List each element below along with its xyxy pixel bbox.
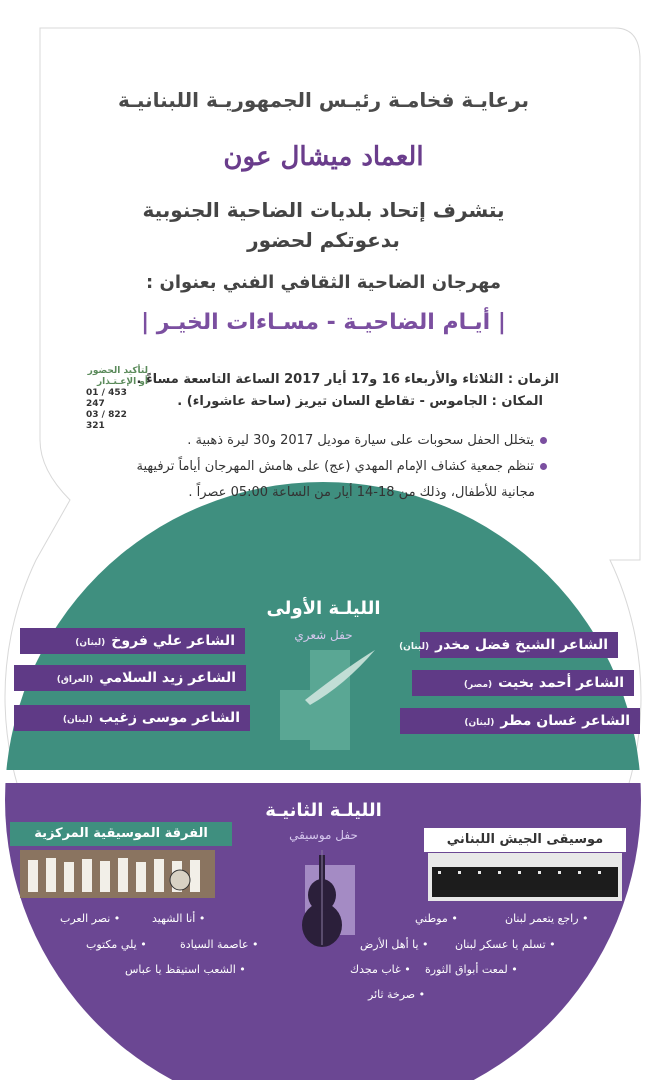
band-right-photo (428, 853, 622, 901)
rsvp-label-2: أو الإعـتـذار (96, 377, 148, 387)
president-name: العماد ميشال عون (223, 142, 424, 172)
song-item: • لمعت أبواق الثورة (425, 963, 518, 976)
poet-left-3: الشاعر موسى زغيب(لبنان) (14, 705, 250, 731)
poet-right-1: الشاعر الشيخ فضل مخدر(لبنان) (420, 632, 618, 658)
poet-left-1: الشاعر علي فروخ(لبنان) (20, 628, 245, 654)
song-item: • نصر العرب (60, 912, 120, 925)
bullet-item (137, 454, 547, 480)
bullet-dot-icon (540, 437, 547, 444)
band-left-label: الفرقة الموسيقية المركزية (10, 822, 232, 846)
song-item: • الشعب استيقظ يا عباس (125, 963, 246, 976)
poet-right-2: الشاعر أحمد بخيت(مصر) (412, 670, 634, 696)
rsvp-box (86, 366, 148, 432)
poet-left-2: الشاعر زيد السلامي(العراق) (14, 665, 246, 691)
bullet-text: مجانية للأطفال، وذلك من 18-14 أيار من الساعة 05:00 عصراً . (188, 485, 535, 500)
festival-theme: | أيـام الضاحيـة - مسـاءات الخيـر | (141, 310, 506, 335)
band-right-label: موسيقى الجيش اللبناني (424, 828, 626, 852)
song-item: • راجع يتعمر لبنان (505, 912, 589, 925)
song-item: • موطني (415, 912, 458, 925)
night2-subtitle: حفل موسيقي (289, 828, 358, 842)
song-item: • غاب مجدك (350, 963, 411, 976)
night2-title: الليلـة الثانيـة (265, 800, 382, 821)
rsvp-phone-1: 01 / 453 247 (86, 388, 127, 409)
night1-title: الليلـة الأولى (266, 598, 381, 619)
bullet-text: يتخلل الحفل سحوبات على سيارة موديل 2017 و30 ليرة ذهبية . (187, 433, 534, 448)
rsvp-phone-2: 03 / 822 321 (86, 410, 127, 431)
band-left-photo (20, 850, 215, 898)
song-item: • عاصمة السيادة (180, 938, 259, 951)
song-item: • يلي مكتوب (86, 938, 147, 951)
bullet-dot-icon (540, 463, 547, 470)
place-info: المكان : الجاموس - تقاطع السان تيريز (ساحة عاشوراء) . (177, 394, 543, 409)
bullet-text: تنظم جمعية كشاف الإمام المهدي (عج) على هامش المهرجان أياماً ترفيهية (136, 459, 534, 474)
patronage-line: برعايـة فخامـة رئيـس الجمهوريـة اللبنانيـة (117, 88, 530, 112)
bullet-item (188, 480, 535, 506)
bullet-item (187, 428, 547, 454)
song-item: • صرخة ثائر (368, 988, 425, 1001)
time-info: الزمان : الثلاثاء والأربعاء 16 و17 أيار 2017 الساعة التاسعة مساءً . (136, 372, 559, 387)
song-item: • يا أهل الأرض (360, 938, 429, 951)
invite-line: بدعوتكم لحضور (247, 228, 400, 252)
song-item: • تسلم يا عسكر لبنان (455, 938, 556, 951)
song-item: • أنا الشهيد (152, 912, 205, 925)
festival-line: مهرجان الضاحية الثقافي الفني بعنوان : (145, 272, 502, 293)
poet-right-3: الشاعر غسان مطر(لبنان) (400, 708, 640, 734)
night1-subtitle: حفل شعري (294, 628, 353, 642)
rsvp-label-1: لتأكيد الحضور (87, 366, 148, 376)
host-line: يتشرف إتحاد بلديات الضاحية الجنوبية (142, 198, 505, 222)
